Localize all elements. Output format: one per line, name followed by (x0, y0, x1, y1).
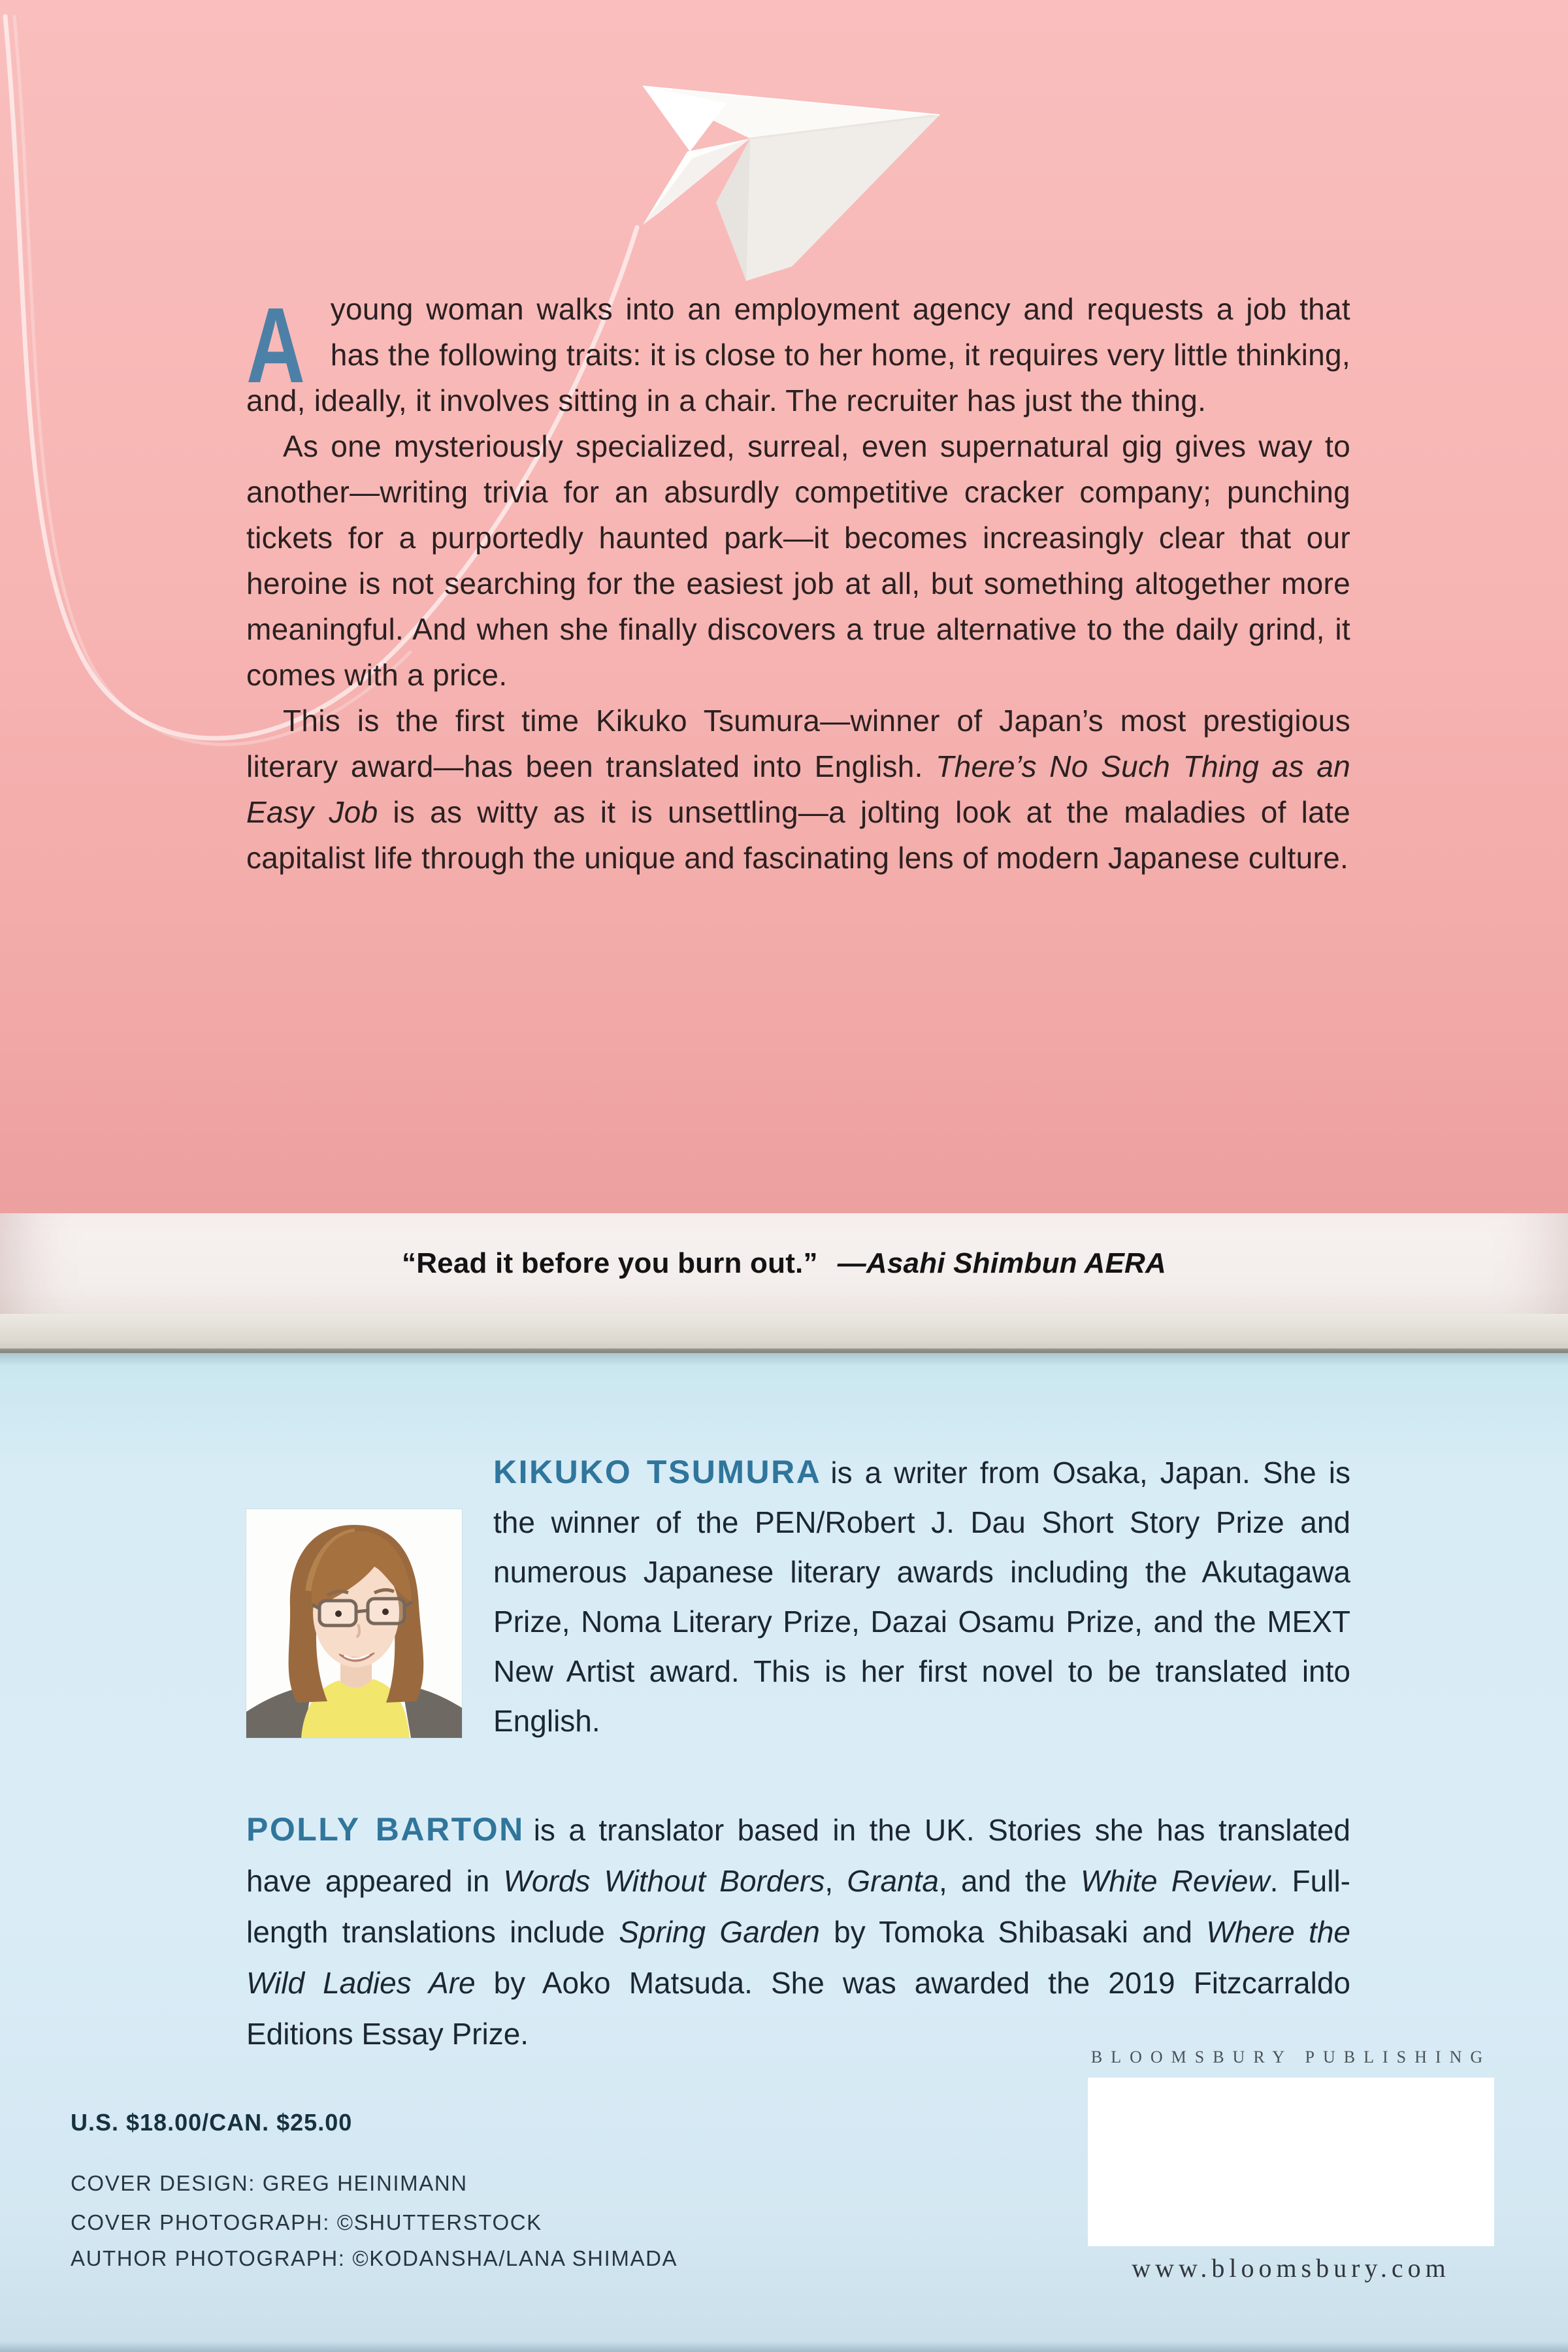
review-quote: “Read it before you burn out.” (402, 1247, 818, 1279)
credit-cover-design: COVER DESIGN: GREG HEINIMANN (71, 2171, 468, 2195)
review-strip (0, 1213, 1568, 1353)
paper-airplane-icon (643, 86, 939, 281)
author-name-kikuko-tsumura: KIKUKO TSUMURA (493, 1454, 822, 1490)
author-name-polly-barton: POLLY BARTON (246, 1811, 525, 1848)
blurb-paragraph-1-text: young woman walks into an employment agency and requests a job that has the following traits: it is close to her home, it requires very little thinking, and, ideally, it involves sitting in a chair. The recruiter has just the thing. (246, 292, 1350, 417)
price-label: U.S. $18.00/CAN. $25.00 (71, 2109, 353, 2136)
barcode-placeholder (1088, 2078, 1494, 2246)
credit-cover-photograph: COVER PHOTOGRAPH: ©SHUTTERSTOCK (71, 2210, 542, 2234)
credit-author-photograph: AUTHOR PHOTOGRAPH: ©KODANSHA/LANA SHIMADA (71, 2246, 678, 2270)
blurb-paragraph-1 (246, 286, 1350, 423)
blurb-dropcap: A (246, 286, 306, 405)
bio-section (0, 1353, 1568, 2352)
author-bio-polly-barton (246, 1804, 1350, 2059)
synopsis-text (246, 286, 1350, 881)
author-bio-kikuko-tsumura (246, 1447, 1350, 1750)
blurb-paragraph-2: As one mysteriously specialized, surreal, even supernatural gig gives way to another—writing trivia for an absurdly competitive cracker company; punching tickets for a purportedly haunted park—it becomes increasingly clear that our heroine is not searching for the easiest job at all, but something altogether more meaningful. And when she finally discovers a true alternative to the daily grind, it comes with a price. (246, 429, 1350, 692)
author-bio-polly-text: is a translator based in the UK. Stories she has translated have appeared in Words Without Borders, Granta, and the White Review. Full-length translations include Spring Garden by Tomoka Shibasaki and Where the Wild Ladies Are by Aoko Matsuda. She was awarded the 2019 Fitzcarraldo Editions Essay Prize. (246, 1813, 1350, 2051)
blurb-paragraph-3: This is the first time Kikuko Tsumura—winner of Japan’s most prestigious literary award—has been translated into English. There’s No Such Thing as an Easy Job is as witty as it is unsettling—a jolting look at the maladies of late capitalist life through the unique and fascinating lens of modern Japanese culture. (246, 704, 1350, 875)
review-band (0, 1213, 1568, 1314)
author-portrait-drawing (246, 1509, 462, 1738)
shelf-rule-line (0, 1348, 1568, 1353)
publisher-website: www.bloomsbury.com (1132, 2253, 1450, 2283)
review-attribution: —Asahi Shimbun AERA (837, 1247, 1166, 1279)
publisher-logo: BLOOMSBURY PUBLISHING (1090, 2048, 1492, 2066)
author-photo-kikuko-tsumura (246, 1509, 462, 1738)
author-bio-kikuko-text: is a writer from Osaka, Japan. She is the winner of the PEN/Robert J. Dau Short Story Prize and numerous Japanese literary awards including the Akutagawa Prize, Noma Literary Prize, Dazai Osamu Prize, and the MEXT New Artist award. This is her first novel to be translated into English. (493, 1456, 1350, 1738)
shelf-edge (0, 1314, 1568, 1348)
